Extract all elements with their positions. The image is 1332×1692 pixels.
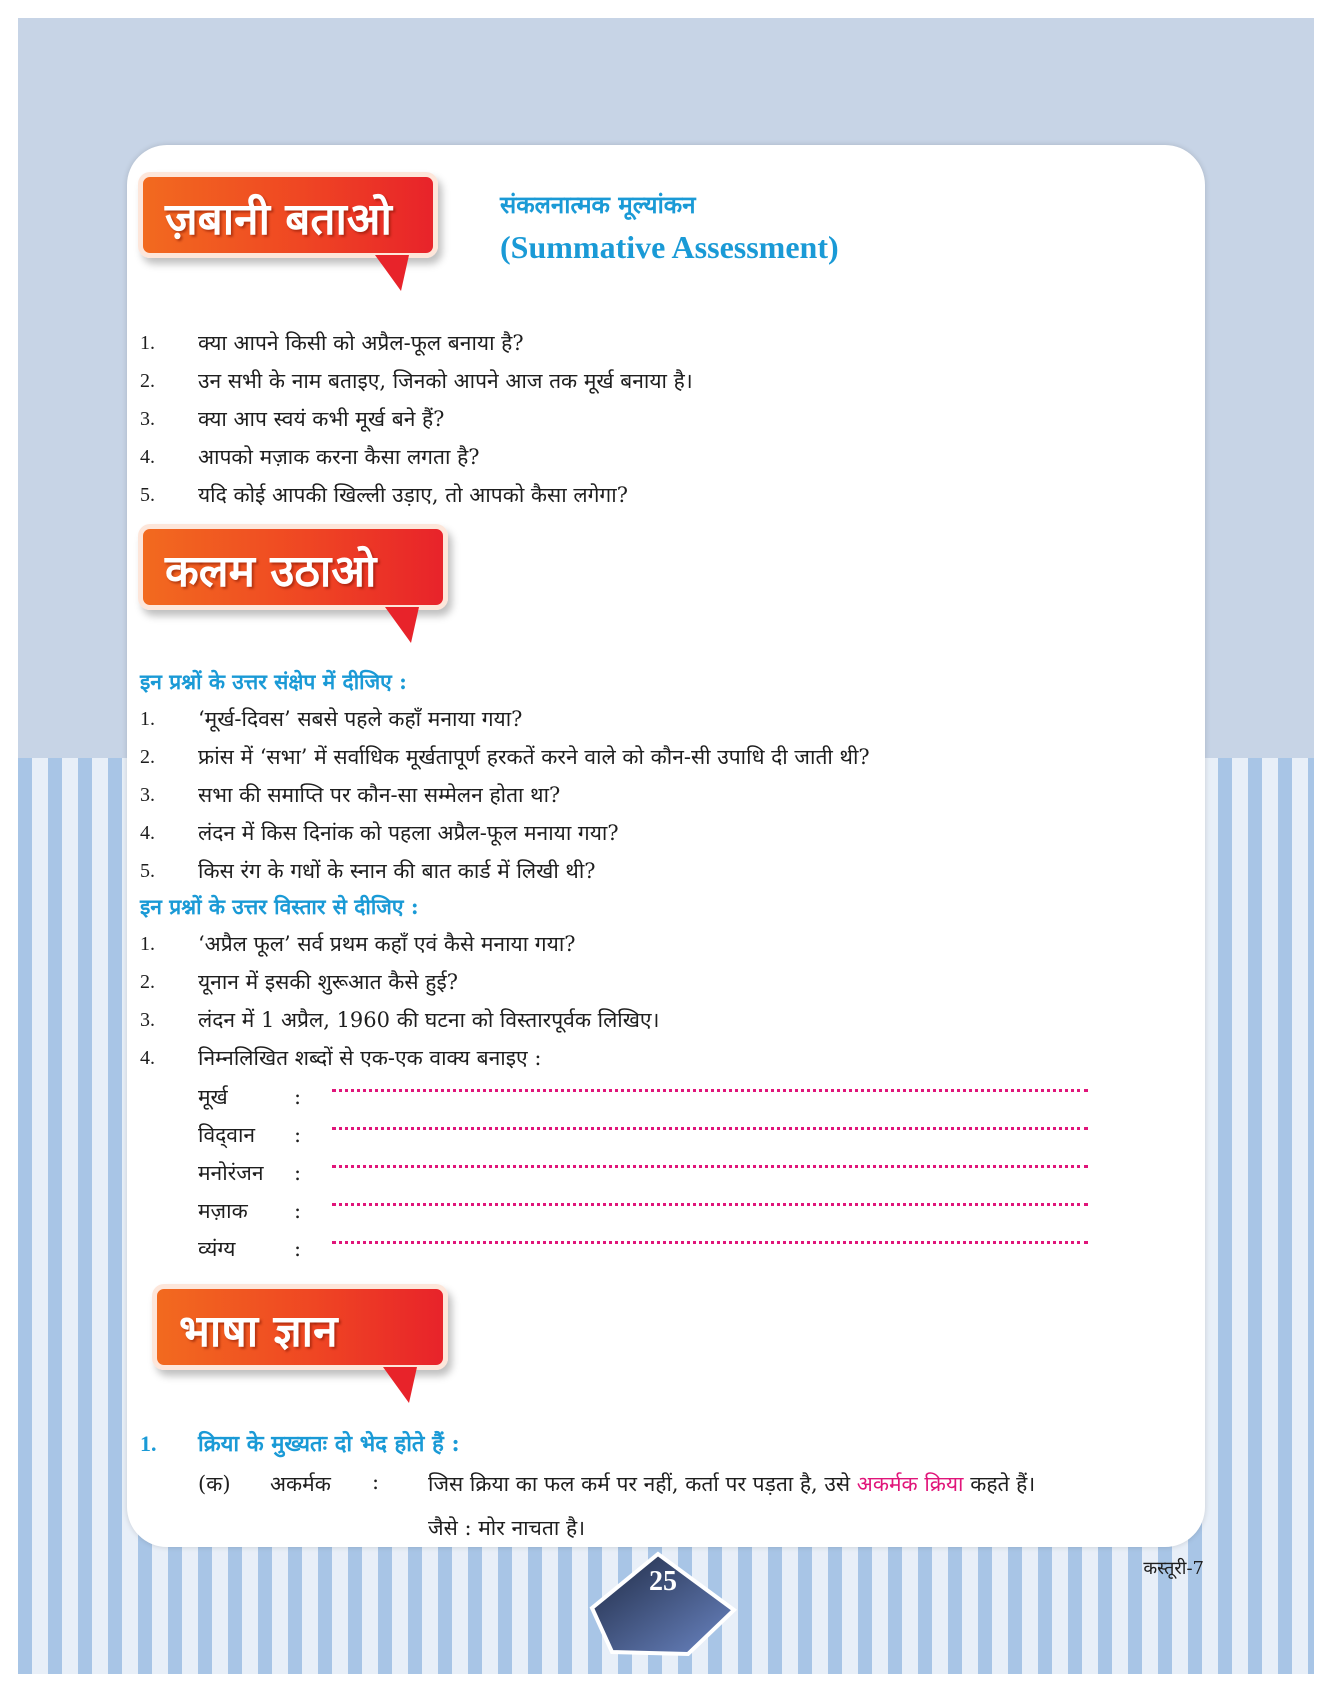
list-item: 3. लंदन में 1 अप्रैल, 1960 की घटना को विस्तारपूर्वक लिखिए। bbox=[140, 1008, 660, 1032]
answer-line bbox=[332, 1203, 1088, 1206]
list-item: 4. निम्नलिखित शब्दों से एक-एक वाक्य बनाइए : bbox=[140, 1046, 542, 1070]
badge-oral bbox=[138, 172, 438, 258]
word-label: विद्‌वान bbox=[198, 1123, 256, 1147]
assessment-hindi: संकलनात्मक मूल्यांकन bbox=[500, 190, 696, 219]
list-item: 4. आपको मज़ाक करना कैसा लगता है? bbox=[140, 445, 480, 469]
list-item: 1. क्या आपने किसी को अप्रैल-फूल बनाया है? bbox=[140, 331, 524, 355]
word-row: मूर्ख : bbox=[198, 1077, 1098, 1115]
list-item: 2. उन सभी के नाम बताइए, जिनको आपने आज तक मूर्ख बनाया है। bbox=[140, 369, 693, 393]
word-label: मनोरंजन bbox=[198, 1161, 264, 1185]
list-item: 3. क्या आप स्वयं कभी मूर्ख बने हैं? bbox=[140, 407, 445, 431]
badge-language bbox=[152, 1284, 448, 1370]
speech-tail-icon bbox=[375, 255, 409, 291]
list-item: 5. किस रंग के गधों के स्नान की बात कार्ड में लिखी थी? bbox=[140, 859, 596, 883]
assessment-heading bbox=[500, 188, 839, 266]
long-questions bbox=[140, 925, 1200, 1077]
word-row: मज़ाक : bbox=[198, 1191, 1098, 1229]
answer-line bbox=[332, 1089, 1088, 1092]
sentence-exercise bbox=[198, 1077, 1098, 1267]
answer-line bbox=[332, 1241, 1088, 1244]
assessment-english: (Summative Assessment) bbox=[500, 229, 839, 265]
word-label: मूर्ख bbox=[198, 1085, 228, 1109]
badge-oral-text: ज़बानी बताओ bbox=[165, 194, 392, 245]
highlighted-term: अकर्मक क्रिया bbox=[856, 1472, 964, 1496]
speech-tail-icon bbox=[385, 607, 419, 643]
list-item: 3. सभा की समाप्ति पर कौन-सा सम्मेलन होता था? bbox=[140, 783, 561, 807]
long-answer-heading: इन प्रश्नों के उत्तर विस्तार से दीजिए : bbox=[140, 894, 419, 919]
badge-written-text: कलम उठाओ bbox=[165, 546, 377, 597]
grammar-heading: 1. क्रिया के मुख्यतः दो भेद होते हैं : bbox=[140, 1431, 460, 1457]
definition-text: जिस क्रिया का फल कर्म पर नहीं, कर्ता पर पड़ता है, उसे अकर्मक क्रिया कहते हैं। bbox=[428, 1472, 1036, 1496]
list-item: 4. लंदन में किस दिनांक को पहला अप्रैल-फूल मनाया गया? bbox=[140, 821, 619, 845]
answer-line bbox=[332, 1127, 1088, 1130]
list-item: 2. यूनान में इसकी शुरूआत कैसे हुई? bbox=[140, 970, 459, 994]
list-item: 1. ‘मूर्ख-दिवस’ सबसे पहले कहाँ मनाया गया? bbox=[140, 707, 523, 731]
list-item: 2. फ्रांस में ‘सभा’ में सर्वाधिक मूर्खतापूर्ण हरकतें करने वाले को कौन-सी उपाधि दी जाती थी? bbox=[140, 745, 870, 769]
speech-tail-icon bbox=[383, 1367, 417, 1403]
short-answer-heading: इन प्रश्नों के उत्तर संक्षेप में दीजिए : bbox=[140, 669, 407, 694]
answer-line bbox=[332, 1165, 1088, 1168]
page-badge-shape-icon bbox=[588, 1548, 738, 1658]
word-row: मनोरंजन : bbox=[198, 1153, 1098, 1191]
list-item: 5. यदि कोई आपकी खिल्ली उड़ाए, तो आपको कैसा लगेगा? bbox=[140, 483, 628, 507]
example-text: जैसे : मोर नाचता है। bbox=[428, 1516, 586, 1540]
list-item: 1. ‘अप्रैल फूल’ सर्व प्रथम कहाँ एवं कैसे मनाया गया? bbox=[140, 932, 576, 956]
page-number-badge bbox=[588, 1548, 738, 1658]
word-label: मज़ाक bbox=[198, 1199, 248, 1223]
word-row: व्यंग्य : bbox=[198, 1229, 1098, 1267]
page-number: 25 bbox=[649, 1566, 677, 1597]
oral-questions bbox=[140, 324, 1200, 514]
word-label: व्यंग्य bbox=[198, 1237, 236, 1261]
badge-written bbox=[138, 524, 448, 610]
badge-language-text: भाषा ज्ञान bbox=[179, 1306, 338, 1357]
short-questions bbox=[140, 700, 1200, 890]
book-title: कस्तूरी-7 bbox=[1143, 1558, 1204, 1579]
word-row: विद्‌वान : bbox=[198, 1115, 1098, 1153]
